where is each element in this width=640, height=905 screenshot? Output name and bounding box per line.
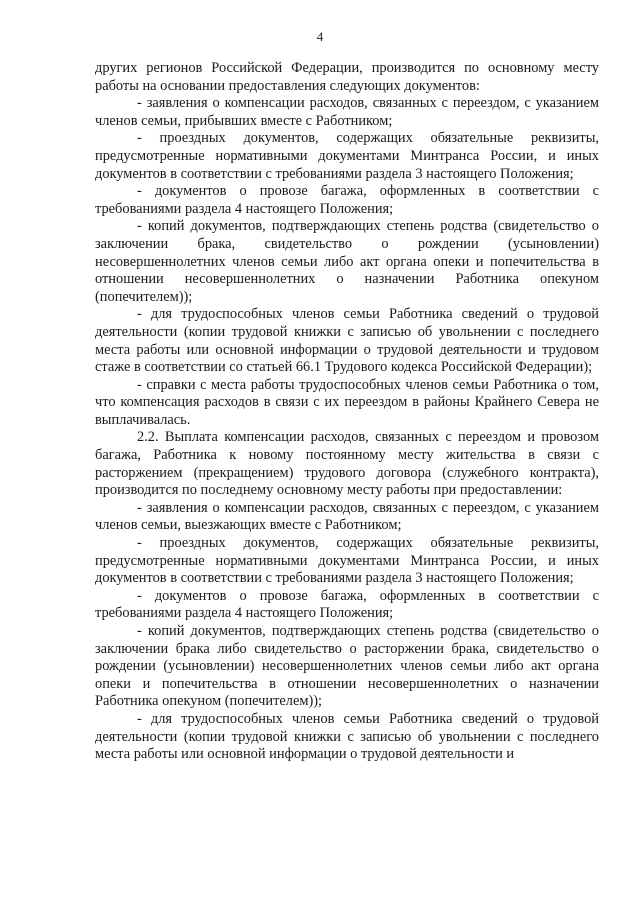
paragraph-13: - для трудоспособных членов семьи Работника сведений о трудовой деятельности (копии трудовой книжки с записью об увольнении с последнего места работы или основной информации о трудовой деятельности и	[95, 710, 599, 763]
paragraph-8: 2.2. Выплата компенсации расходов, связанных с переездом и провозом багажа, Работника к новому постоянному месту жительства в связи с расторжением (прекращением) трудового договора (служебного контракта), производится по последнему основному месту работы при предоставлении:	[95, 429, 599, 499]
document-body	[95, 60, 599, 764]
paragraph-4: - документов о провозе багажа, оформленных в соответствии с требованиями раздела 4 настоящего Положения;	[95, 183, 599, 217]
paragraph-12: - копий документов, подтверждающих степень родства (свидетельство о заключении брака либо свидетельство о расторжении брака, свидетельство о рождении (усыновлении) несовершеннолетних членов семьи либо акт органа опеки и попечительства в отношении несовершеннолетних о назначении Работника опекуном (попечителем));	[95, 623, 599, 710]
paragraph-11: - документов о провозе багажа, оформленных в соответствии с требованиями раздела 4 настоящего Положения;	[95, 587, 599, 622]
paragraph-10: - проездных документов, содержащих обязательные реквизиты, предусмотренные нормативными документами Минтранса России, и иных документов в соответствии с требованиями раздела 3 настоящего Положения;	[95, 535, 599, 587]
paragraph-2: - заявления о компенсации расходов, связанных с переездом, с указанием членов семьи, прибывших вместе с Работником;	[95, 95, 599, 129]
paragraph-5: - копий документов, подтверждающих степень родства (свидетельство о заключении брака, свидетельство о рождении (усыновлении) несовершеннолетних членов семьи либо акт органа опеки и попечительства в отношении несовершеннолетних о назначении Работника опекуном (попечителем));	[95, 218, 599, 305]
paragraph-3: - проездных документов, содержащих обязательные реквизиты, предусмотренные нормативными документами Минтранса России, и иных документов в соответствии с требованиями раздела 3 настоящего Положения;	[95, 130, 599, 182]
paragraph-6: - для трудоспособных членов семьи Работника сведений о трудовой деятельности (копии трудовой книжки с записью об увольнении с последнего места работы или основной информации о трудовой деятельности и трудовом стаже в соответствии со статьей 66.1 Трудового кодекса Российской Федерации);	[95, 306, 599, 376]
paragraph-1: других регионов Российской Федерации, производится по основному месту работы на основании предоставления следующих документов:	[95, 60, 599, 94]
paragraph-9: - заявления о компенсации расходов, связанных с переездом, с указанием членов семьи, выезжающих вместе с Работником;	[95, 499, 599, 534]
page-number: 4	[316, 29, 324, 44]
paragraph-7: - справки с места работы трудоспособных членов семьи Работника о том, что компенсация расходов в связи с их переездом в районы Крайнего Севера не выплачивалась.	[95, 376, 599, 428]
